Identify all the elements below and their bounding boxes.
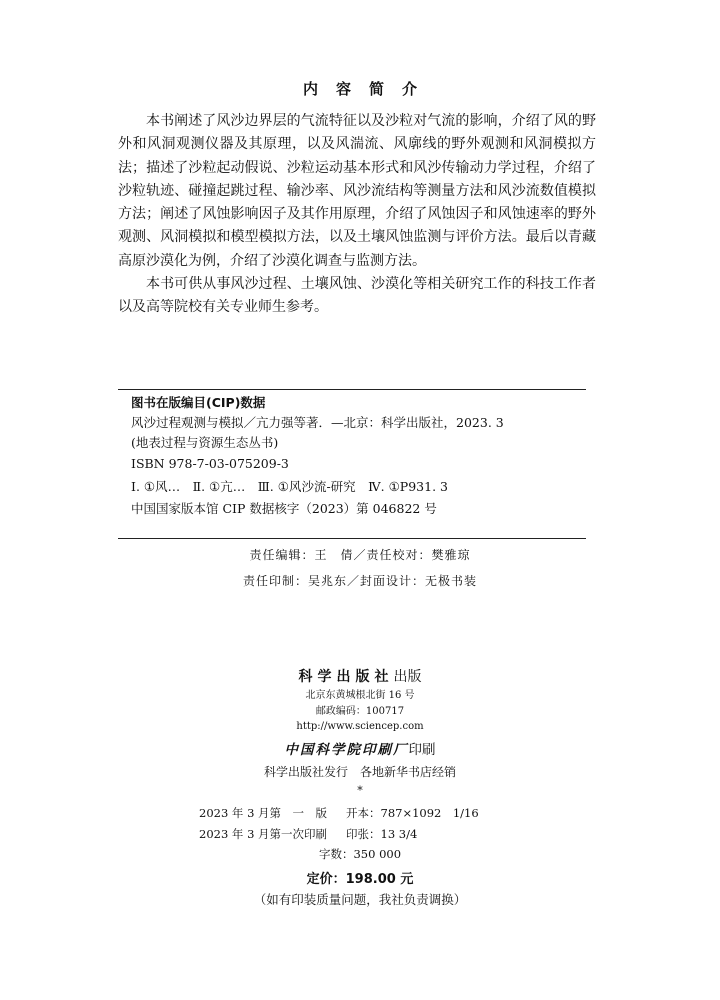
edition-date: 2023 年 3 月第 一 版 [199,806,328,820]
separator-asterisk: * [357,784,363,797]
editor-credit-line: 责任编辑：王 倩／责任校对：樊雅琼 [249,548,471,562]
publisher-suffix: 出版 [393,669,422,685]
printer-name: 中国科学院印刷厂 [284,742,409,758]
cip-top-rule [118,389,586,390]
price: 定价：198.00 元 [306,872,414,887]
publisher-name: 科学出版社 [298,669,394,685]
printer-line [0,738,720,758]
production-credit-line: 责任印制：吴兆东／封面设计：无极书装 [242,574,477,588]
cip-bottom-rule [118,538,586,539]
printing-date: 2023 年 3 月第一次印刷 [199,826,328,841]
printer-suffix: 印刷 [408,742,436,758]
publisher-line [0,666,720,686]
summary-body [118,110,596,320]
cip-isbn-line: ISBN 978-7-03-075209-3 [131,455,289,471]
cip-classification-line: Ⅰ. ①风… Ⅱ. ①亢… Ⅲ. ①风沙流-研究 Ⅳ. ①P931. 3 [131,478,448,494]
edition-row [0,803,720,824]
cip-title-line: 风沙过程观测与模拟／亢力强等著．—北京：科学出版社，2023. 3 [131,415,504,431]
printed-sheets: 印张：13 3/4 [346,826,418,841]
word-count-row [0,844,720,865]
publisher-website: http://www.sciencep.com [296,721,424,732]
book-format: 开本：787×1092 1/16 [346,806,479,820]
cip-series-line: (地表过程与资源生态丛书) [131,435,279,451]
summary-paragraph-2: 本书可供从事风沙过程、土壤风蚀、沙漠化等相关研究工作的科技工作者以及高等院校有关专业师生参考。 [118,276,596,316]
summary-paragraph-1: 本书阐述了风沙边界层的气流特征以及沙粒对气流的影响，介绍了风的野外和风洞观测仪器及其原理，以及风湍流、风廓线的野外观测和风洞模拟方法；描述了沙粒起动假说、沙粒运动基本形式和风沙传输动力学过程，介绍了沙粒轨迹、碰撞起跳过程、输沙率、风沙流结构等测量方法和风沙流数值模拟方法；阐述了风蚀影响因子及其作用原理，介绍了风蚀因子和风蚀速率的野外观测、风洞模拟和模型模拟方法，以及土壤风蚀监测与评价方法。最后以青藏高原沙漠化为例，介绍了沙漠化调查与监测方法。 [118,113,596,269]
distribution-line: 科学出版社发行 各地新华书店经销 [263,765,456,779]
printing-row [0,824,720,845]
cip-heading: 图书在版编目(CIP)数据 [131,395,266,410]
cip-record-line: 中国国家版本馆 CIP 数据核字（2023）第 046822 号 [131,501,437,517]
publisher-postcode: 邮政编码：100717 [315,706,405,717]
edition-block [0,803,720,865]
summary-title: 内容简介 [302,80,435,98]
word-count: 字数：350 000 [318,847,402,861]
quality-notice: （如有印装质量问题，我社负责调换） [253,892,467,907]
publisher-address: 北京东黄城根北街 16 号 [305,690,415,701]
cip-block [131,393,581,519]
